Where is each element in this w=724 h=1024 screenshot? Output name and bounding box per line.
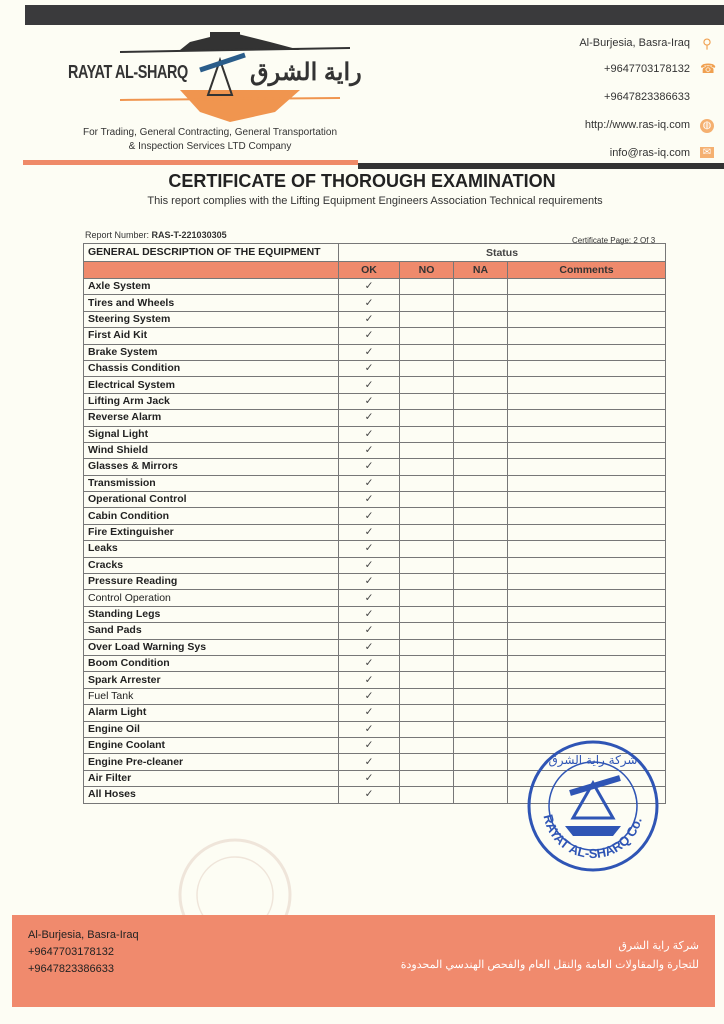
no-cell: [400, 459, 454, 475]
comments-cell: [508, 410, 666, 426]
item-description: Wind Shield: [84, 442, 339, 458]
no-cell: [400, 672, 454, 688]
item-description: First Aid Kit: [84, 328, 339, 344]
divider-orange: [23, 160, 358, 165]
no-cell: [400, 737, 454, 753]
ok-cell: ✓: [339, 311, 400, 327]
ok-cell: ✓: [339, 574, 400, 590]
comments-cell: [508, 574, 666, 590]
table-row: [84, 705, 666, 721]
ok-cell: ✓: [339, 606, 400, 622]
item-description: Fire Extinguisher: [84, 524, 339, 540]
tagline-line-1: For Trading, General Contracting, General Transportation: [82, 127, 338, 138]
footer-phone-1: +9647703178132: [28, 946, 114, 958]
table-row: [84, 492, 666, 508]
certificate-page-number: Certificate Page: 2 Of 3: [572, 236, 656, 245]
ok-cell: ✓: [339, 590, 400, 606]
na-cell: [454, 492, 508, 508]
item-description: Fuel Tank: [84, 688, 339, 704]
company-stamp: [525, 738, 661, 874]
no-cell: [400, 311, 454, 327]
item-description: Signal Light: [84, 426, 339, 442]
comments-cell: [508, 623, 666, 639]
ok-cell: ✓: [339, 410, 400, 426]
na-cell: [454, 557, 508, 573]
item-description: Lifting Arm Jack: [84, 393, 339, 409]
na-cell: [454, 328, 508, 344]
no-cell: [400, 508, 454, 524]
item-description: Engine Pre-cleaner: [84, 754, 339, 770]
comments-cell: [508, 344, 666, 360]
report-number: [85, 230, 227, 240]
header-no: NO: [400, 262, 454, 279]
no-cell: [400, 639, 454, 655]
table-row: [84, 623, 666, 639]
ok-cell: ✓: [339, 655, 400, 671]
comments-cell: [508, 508, 666, 524]
comments-cell: [508, 492, 666, 508]
contact-phone-2: +9647823386633: [604, 91, 690, 103]
na-cell: [454, 475, 508, 491]
na-cell: [454, 459, 508, 475]
na-cell: [454, 295, 508, 311]
contact-phone-1: +9647703178132: [604, 63, 690, 75]
table-row: [84, 574, 666, 590]
table-row: [84, 557, 666, 573]
item-description: Air Filter: [84, 770, 339, 786]
header-description: GENERAL DESCRIPTION OF THE EQUIPMENT: [84, 244, 339, 262]
no-cell: [400, 754, 454, 770]
envelope-icon: ✉: [700, 147, 714, 158]
no-cell: [400, 410, 454, 426]
comments-cell: [508, 557, 666, 573]
no-cell: [400, 787, 454, 803]
contact-address: Al-Burjesia, Basra-Iraq: [579, 37, 690, 49]
comments-cell: [508, 311, 666, 327]
table-row: [84, 475, 666, 491]
comments-cell: [508, 426, 666, 442]
item-description: Leaks: [84, 541, 339, 557]
ok-cell: ✓: [339, 672, 400, 688]
no-cell: [400, 442, 454, 458]
na-cell: [454, 508, 508, 524]
brand-name-arabic: راية الشرق: [250, 59, 362, 86]
no-cell: [400, 590, 454, 606]
contact-email[interactable]: info@ras-iq.com: [609, 147, 690, 159]
table-row: [84, 311, 666, 327]
no-cell: [400, 770, 454, 786]
footer-services-arabic: للتجارة والمقاولات العامة والنقل العام والفحص الهندسي المحدودة: [400, 959, 699, 971]
ok-cell: ✓: [339, 639, 400, 655]
tagline-line-2: & Inspection Services LTD Company: [128, 141, 292, 152]
na-cell: [454, 344, 508, 360]
table-row: [84, 442, 666, 458]
no-cell: [400, 557, 454, 573]
table-row: [84, 393, 666, 409]
table-row: [84, 590, 666, 606]
item-description: Operational Control: [84, 492, 339, 508]
na-cell: [454, 590, 508, 606]
item-description: Over Load Warning Sys: [84, 639, 339, 655]
table-row: [84, 639, 666, 655]
item-description: Cabin Condition: [84, 508, 339, 524]
document-subtitle: This report complies with the Lifting Equipment Engineers Association Technical requirements: [147, 195, 603, 207]
na-cell: [454, 721, 508, 737]
ok-cell: ✓: [339, 541, 400, 557]
ok-cell: ✓: [339, 557, 400, 573]
na-cell: [454, 393, 508, 409]
table-row: [84, 541, 666, 557]
item-description: Sand Pads: [84, 623, 339, 639]
comments-cell: [508, 541, 666, 557]
no-cell: [400, 377, 454, 393]
no-cell: [400, 721, 454, 737]
ok-cell: ✓: [339, 688, 400, 704]
header-blank: [84, 262, 339, 279]
location-pin-icon: ⚲: [702, 36, 712, 51]
item-description: Chassis Condition: [84, 360, 339, 376]
table-row: [84, 279, 666, 295]
item-description: Transmission: [84, 475, 339, 491]
no-cell: [400, 655, 454, 671]
ok-cell: ✓: [339, 279, 400, 295]
ok-cell: ✓: [339, 492, 400, 508]
table-row: [84, 344, 666, 360]
ok-cell: ✓: [339, 754, 400, 770]
comments-cell: [508, 328, 666, 344]
comments-cell: [508, 639, 666, 655]
ok-cell: ✓: [339, 344, 400, 360]
ok-cell: ✓: [339, 770, 400, 786]
item-description: Cracks: [84, 557, 339, 573]
item-description: Engine Coolant: [84, 737, 339, 753]
na-cell: [454, 705, 508, 721]
na-cell: [454, 623, 508, 639]
comments-cell: [508, 705, 666, 721]
ok-cell: ✓: [339, 787, 400, 803]
item-description: Axle System: [84, 279, 339, 295]
ok-cell: ✓: [339, 623, 400, 639]
item-description: Boom Condition: [84, 655, 339, 671]
phone-icon: ☎: [700, 61, 717, 76]
comments-cell: [508, 279, 666, 295]
ok-cell: ✓: [339, 475, 400, 491]
table-row: [84, 328, 666, 344]
no-cell: [400, 393, 454, 409]
na-cell: [454, 377, 508, 393]
footer-contacts: [28, 927, 139, 978]
no-cell: [400, 344, 454, 360]
table-row: [84, 721, 666, 737]
ok-cell: ✓: [339, 328, 400, 344]
comments-cell: [508, 721, 666, 737]
examination-table: [83, 243, 666, 804]
no-cell: [400, 492, 454, 508]
na-cell: [454, 311, 508, 327]
comments-cell: [508, 524, 666, 540]
table-row: [84, 524, 666, 540]
table-row: [84, 360, 666, 376]
footer-company-arabic: [401, 937, 699, 975]
na-cell: [454, 360, 508, 376]
na-cell: [454, 541, 508, 557]
no-cell: [400, 475, 454, 491]
ok-cell: ✓: [339, 737, 400, 753]
table-row: [84, 426, 666, 442]
ok-cell: ✓: [339, 508, 400, 524]
ok-cell: ✓: [339, 459, 400, 475]
stamp-text: RAYAT AL-SHARQ Co.: [540, 812, 645, 861]
no-cell: [400, 541, 454, 557]
report-number-label: Report Number:: [85, 230, 150, 240]
header-status: Status: [339, 244, 666, 262]
na-cell: [454, 606, 508, 622]
table-row: [84, 606, 666, 622]
stamp-text-arabic: شركة راية الشرق: [548, 753, 638, 767]
no-cell: [400, 606, 454, 622]
ok-cell: ✓: [339, 705, 400, 721]
comments-cell: [508, 655, 666, 671]
comments-cell: [508, 606, 666, 622]
item-description: Reverse Alarm: [84, 410, 339, 426]
item-description: Standing Legs: [84, 606, 339, 622]
table-row: [84, 295, 666, 311]
table-row: [84, 688, 666, 704]
report-number-value: RAS-T-221030305: [151, 230, 227, 240]
header-na: NA: [454, 262, 508, 279]
item-description: Alarm Light: [84, 705, 339, 721]
ok-cell: ✓: [339, 360, 400, 376]
ok-cell: ✓: [339, 721, 400, 737]
na-cell: [454, 639, 508, 655]
no-cell: [400, 524, 454, 540]
table-row: [84, 377, 666, 393]
table-row: [84, 459, 666, 475]
ok-cell: ✓: [339, 393, 400, 409]
item-description: Engine Oil: [84, 721, 339, 737]
na-cell: [454, 655, 508, 671]
ok-cell: ✓: [339, 426, 400, 442]
comments-cell: [508, 459, 666, 475]
no-cell: [400, 688, 454, 704]
comments-cell: [508, 360, 666, 376]
contact-website[interactable]: http://www.ras-iq.com: [584, 119, 690, 131]
table-row: [84, 410, 666, 426]
ok-cell: ✓: [339, 377, 400, 393]
ok-cell: ✓: [339, 524, 400, 540]
header-comments: Comments: [508, 262, 666, 279]
na-cell: [454, 410, 508, 426]
table-row: [84, 655, 666, 671]
comments-cell: [508, 377, 666, 393]
footer-company-name-arabic: شركة راية الشرق: [618, 940, 699, 952]
footer-phone-2: +9647823386633: [28, 963, 114, 975]
footer-address: Al-Burjesia, Basra-Iraq: [28, 929, 139, 941]
comments-cell: [508, 393, 666, 409]
na-cell: [454, 672, 508, 688]
no-cell: [400, 328, 454, 344]
item-description: Brake System: [84, 344, 339, 360]
no-cell: [400, 705, 454, 721]
divider-dark: [358, 163, 724, 169]
item-description: Glasses & Mirrors: [84, 459, 339, 475]
na-cell: [454, 279, 508, 295]
item-description: Spark Arrester: [84, 672, 339, 688]
na-cell: [454, 770, 508, 786]
ok-cell: ✓: [339, 295, 400, 311]
brand-name-english: RAYAT AL-SHARQ: [68, 62, 188, 82]
top-bar: [25, 5, 724, 25]
no-cell: [400, 295, 454, 311]
company-tagline: [60, 126, 360, 154]
item-description: All Hoses: [84, 787, 339, 803]
ok-cell: ✓: [339, 442, 400, 458]
comments-cell: [508, 475, 666, 491]
na-cell: [454, 754, 508, 770]
na-cell: [454, 737, 508, 753]
item-description: Steering System: [84, 311, 339, 327]
footer-band: [12, 915, 715, 1007]
comments-cell: [508, 672, 666, 688]
table-row: [84, 672, 666, 688]
na-cell: [454, 524, 508, 540]
item-description: Pressure Reading: [84, 574, 339, 590]
svg-text:RAYAT AL-SHARQ Co.: [540, 813, 644, 861]
na-cell: [454, 688, 508, 704]
document-title: CERTIFICATE OF THOROUGH EXAMINATION: [168, 171, 556, 191]
no-cell: [400, 360, 454, 376]
item-description: Tires and Wheels: [84, 295, 339, 311]
comments-cell: [508, 590, 666, 606]
comments-cell: [508, 442, 666, 458]
no-cell: [400, 623, 454, 639]
globe-icon: ◍: [700, 119, 714, 133]
no-cell: [400, 279, 454, 295]
no-cell: [400, 574, 454, 590]
na-cell: [454, 574, 508, 590]
item-description: Electrical System: [84, 377, 339, 393]
na-cell: [454, 442, 508, 458]
no-cell: [400, 426, 454, 442]
comments-cell: [508, 295, 666, 311]
na-cell: [454, 426, 508, 442]
header-ok: OK: [339, 262, 400, 279]
item-description: Control Operation: [84, 590, 339, 606]
na-cell: [454, 787, 508, 803]
table-row: [84, 508, 666, 524]
comments-cell: [508, 688, 666, 704]
